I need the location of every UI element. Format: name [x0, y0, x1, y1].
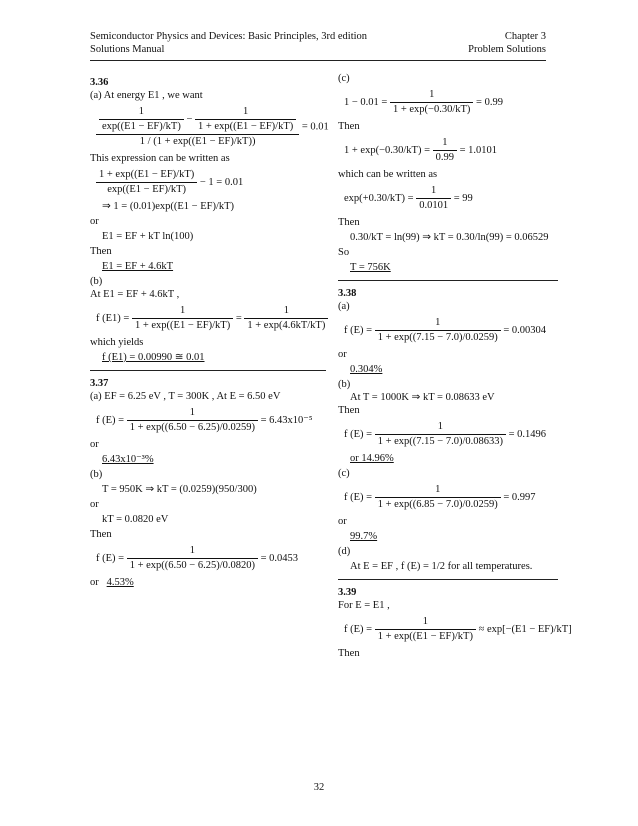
- chapter-label: Chapter 3: [504, 31, 546, 42]
- eq19-rhs: = 0.00304: [503, 324, 547, 336]
- then-text-5: Then: [338, 405, 360, 416]
- part-b-label: (b): [90, 276, 103, 287]
- eq6-eq: =: [235, 312, 242, 324]
- for-text: For E = E1 ,: [338, 600, 390, 611]
- problem-3-37-heading: 3.37: [90, 378, 109, 389]
- eq2-rhs: − 1 = 0.01: [199, 176, 244, 188]
- equation-16: [338, 185, 558, 212]
- eq26-rhs: ≈ exp[−(E1 − EF)/kT]: [478, 623, 572, 635]
- equation-13: 4.53%: [106, 577, 134, 588]
- eq1-den-a: exp((E1 − EF)/kT): [102, 121, 181, 132]
- left-column: [90, 72, 329, 589]
- equation-4: E1 = EF + kT ln(100): [102, 231, 194, 242]
- then-text-6: Then: [338, 648, 360, 659]
- then-text-3: Then: [338, 121, 360, 132]
- eq15-num: 1: [433, 137, 457, 151]
- eq15-rhs: = 1.0101: [459, 144, 498, 156]
- eq15-lhs: 1 + exp(−0.30/kT) =: [344, 144, 430, 156]
- eq1-minus: −: [186, 113, 193, 125]
- or-text-2: or: [90, 439, 99, 450]
- page-header: [90, 30, 546, 56]
- equation-15: [338, 137, 558, 164]
- equation-6: [90, 305, 326, 332]
- right-column: [338, 72, 572, 660]
- equation-10: T = 950K ⇒ kT = (0.0259)(950/300): [102, 484, 257, 495]
- eq23-rhs: = 0.997: [503, 491, 536, 503]
- eq6-num: 1: [132, 305, 233, 319]
- equation-7: f (E1) = 0.00990 ≅ 0.01: [102, 352, 205, 363]
- separator-2: [338, 280, 558, 281]
- eq12-rhs: = 0.0453: [260, 552, 299, 564]
- eq26-den: 1 + exp((E1 − EF)/kT): [377, 631, 473, 642]
- equation-1: [90, 106, 329, 148]
- eq16-den: 0.0101: [419, 200, 449, 211]
- equation-20: 0.304%: [350, 364, 383, 375]
- part-c-label: (c): [338, 73, 350, 84]
- eq21-num: 1: [375, 421, 506, 435]
- page-number: 32: [313, 782, 325, 793]
- equation-8: [90, 407, 326, 434]
- eq12-num: 1: [127, 545, 258, 559]
- equation-5: E1 = EF + 4.6kT: [102, 261, 174, 272]
- then-text-4: Then: [338, 217, 360, 228]
- eq21-den: 1 + exp((7.15 − 7.0)/0.08633): [377, 436, 503, 447]
- part-b2-label: (b): [90, 469, 103, 480]
- eq8-den: 1 + exp((6.50 − 6.25)/0.0259): [129, 422, 255, 433]
- problem-3-39-heading: 3.39: [338, 587, 357, 598]
- eq8-lhs: f (E) =: [96, 414, 125, 426]
- eq19-den: 1 + exp((7.15 − 7.0)/0.0259): [377, 332, 498, 343]
- eq21-rhs: = 0.1496: [508, 428, 547, 440]
- eq6-lhs: f (E1) =: [96, 312, 130, 324]
- yields-text: which yields: [90, 337, 144, 348]
- then-text-2: Then: [90, 529, 112, 540]
- equation-3: ⇒ 1 = (0.01)exp((E1 − EF)/kT): [102, 201, 235, 212]
- book-title: Semiconductor Physics and Devices: Basic Principles, 3rd edition: [90, 31, 368, 42]
- equation-17: 0.30/kT = ln(99) ⇒ kT = 0.30/ln(99) = 0.06529: [350, 232, 549, 243]
- equation-11: kT = 0.0820 eV: [102, 514, 169, 525]
- eq21-lhs: f (E) =: [344, 428, 373, 440]
- header-rule: [90, 60, 546, 61]
- equation-23: [338, 484, 558, 511]
- eq26-num: 1: [375, 616, 476, 630]
- equation-2: [90, 169, 326, 196]
- eq6-num2: 1: [244, 305, 328, 319]
- written-text: which can be written as: [338, 169, 438, 180]
- equation-21: [338, 421, 558, 448]
- or-text-5: or: [338, 349, 347, 360]
- equation-14: [338, 89, 558, 116]
- then-text-1: Then: [90, 246, 112, 257]
- equation-9: 6.43x10⁻³%: [102, 454, 154, 465]
- eq1-num-b: 1: [195, 106, 296, 120]
- so-text: So: [338, 247, 350, 258]
- eq14-num: 1: [390, 89, 473, 103]
- eq23-lhs: f (E) =: [344, 491, 373, 503]
- expression-text: This expression can be written as: [90, 153, 230, 164]
- eq1-num-a: 1: [99, 106, 184, 120]
- problem-3-36-heading: 3.36: [90, 77, 109, 88]
- or-text-6: or: [338, 516, 347, 527]
- eq1-main-den: 1 / (1 + exp((E1 − EF)/kT)): [139, 136, 256, 147]
- eq12-lhs: f (E) =: [96, 552, 125, 564]
- eq15-den: 0.99: [435, 152, 454, 163]
- eq19-num: 1: [375, 317, 501, 331]
- part-b3-label: (b): [338, 379, 351, 390]
- eq2-den: exp((E1 − EF)/kT): [107, 184, 187, 195]
- part-b3-text: At T = 1000K ⇒ kT = 0.08633 eV: [350, 392, 495, 403]
- separator-3: [338, 579, 558, 580]
- or-text-1: or: [90, 216, 99, 227]
- part-a-text: (a) At energy E1 , we want: [90, 90, 203, 101]
- eq23-num: 1: [375, 484, 501, 498]
- equation-12: [90, 545, 326, 572]
- separator-1: [90, 370, 326, 371]
- eq6-den: 1 + exp((E1 − EF)/kT): [134, 320, 231, 331]
- eq14-rhs: = 0.99: [476, 96, 503, 108]
- part-c3-label: (c): [338, 468, 350, 479]
- eq14-lhs: 1 − 0.01 =: [344, 96, 388, 108]
- eq16-num: 1: [416, 185, 451, 199]
- eq12-den: 1 + exp((6.50 − 6.25)/0.0820): [129, 560, 255, 571]
- equation-26: [338, 616, 572, 643]
- equation-25: At E = EF , f (E) = 1/2 for all temperatures.: [350, 561, 533, 572]
- equation-22: or 14.96%: [350, 453, 394, 464]
- eq1-den-b: 1 + exp((E1 − EF)/kT): [198, 121, 294, 132]
- eq1-rhs: = 0.01: [301, 121, 329, 133]
- eq26-lhs: f (E) =: [344, 623, 373, 635]
- eq2-num: 1 + exp((E1 − EF)/kT): [96, 169, 197, 183]
- eq16-rhs: = 99: [453, 192, 473, 204]
- problem-3-38-heading: 3.38: [338, 288, 357, 299]
- part-d3-label: (d): [338, 546, 351, 557]
- part-b-text: At E1 = EF + 4.6kT ,: [90, 289, 180, 300]
- eq6-den2: 1 + exp(4.6kT/kT): [247, 320, 326, 331]
- eq14-den: 1 + exp(−0.30/kT): [392, 104, 471, 115]
- part-a2-text: (a) EF = 6.25 eV , T = 300K , At E = 6.50 eV: [90, 391, 281, 402]
- equation-18: T = 756K: [350, 262, 391, 273]
- eq16-lhs: exp(+0.30/kT) =: [344, 192, 414, 204]
- eq8-rhs: = 6.43x10⁻⁵: [260, 414, 313, 426]
- equation-24: 99.7%: [350, 531, 378, 542]
- eq23-den: 1 + exp((6.85 − 7.0)/0.0259): [377, 499, 498, 510]
- part-a3-label: (a): [338, 301, 350, 312]
- or-text-3: or: [90, 499, 99, 510]
- section-label: Problem Solutions: [468, 44, 546, 55]
- equation-19: [338, 317, 558, 344]
- manual-label: Solutions Manual: [90, 44, 165, 55]
- or-text-4: or: [90, 577, 99, 588]
- eq19-lhs: f (E) =: [344, 324, 373, 336]
- eq8-num: 1: [127, 407, 258, 421]
